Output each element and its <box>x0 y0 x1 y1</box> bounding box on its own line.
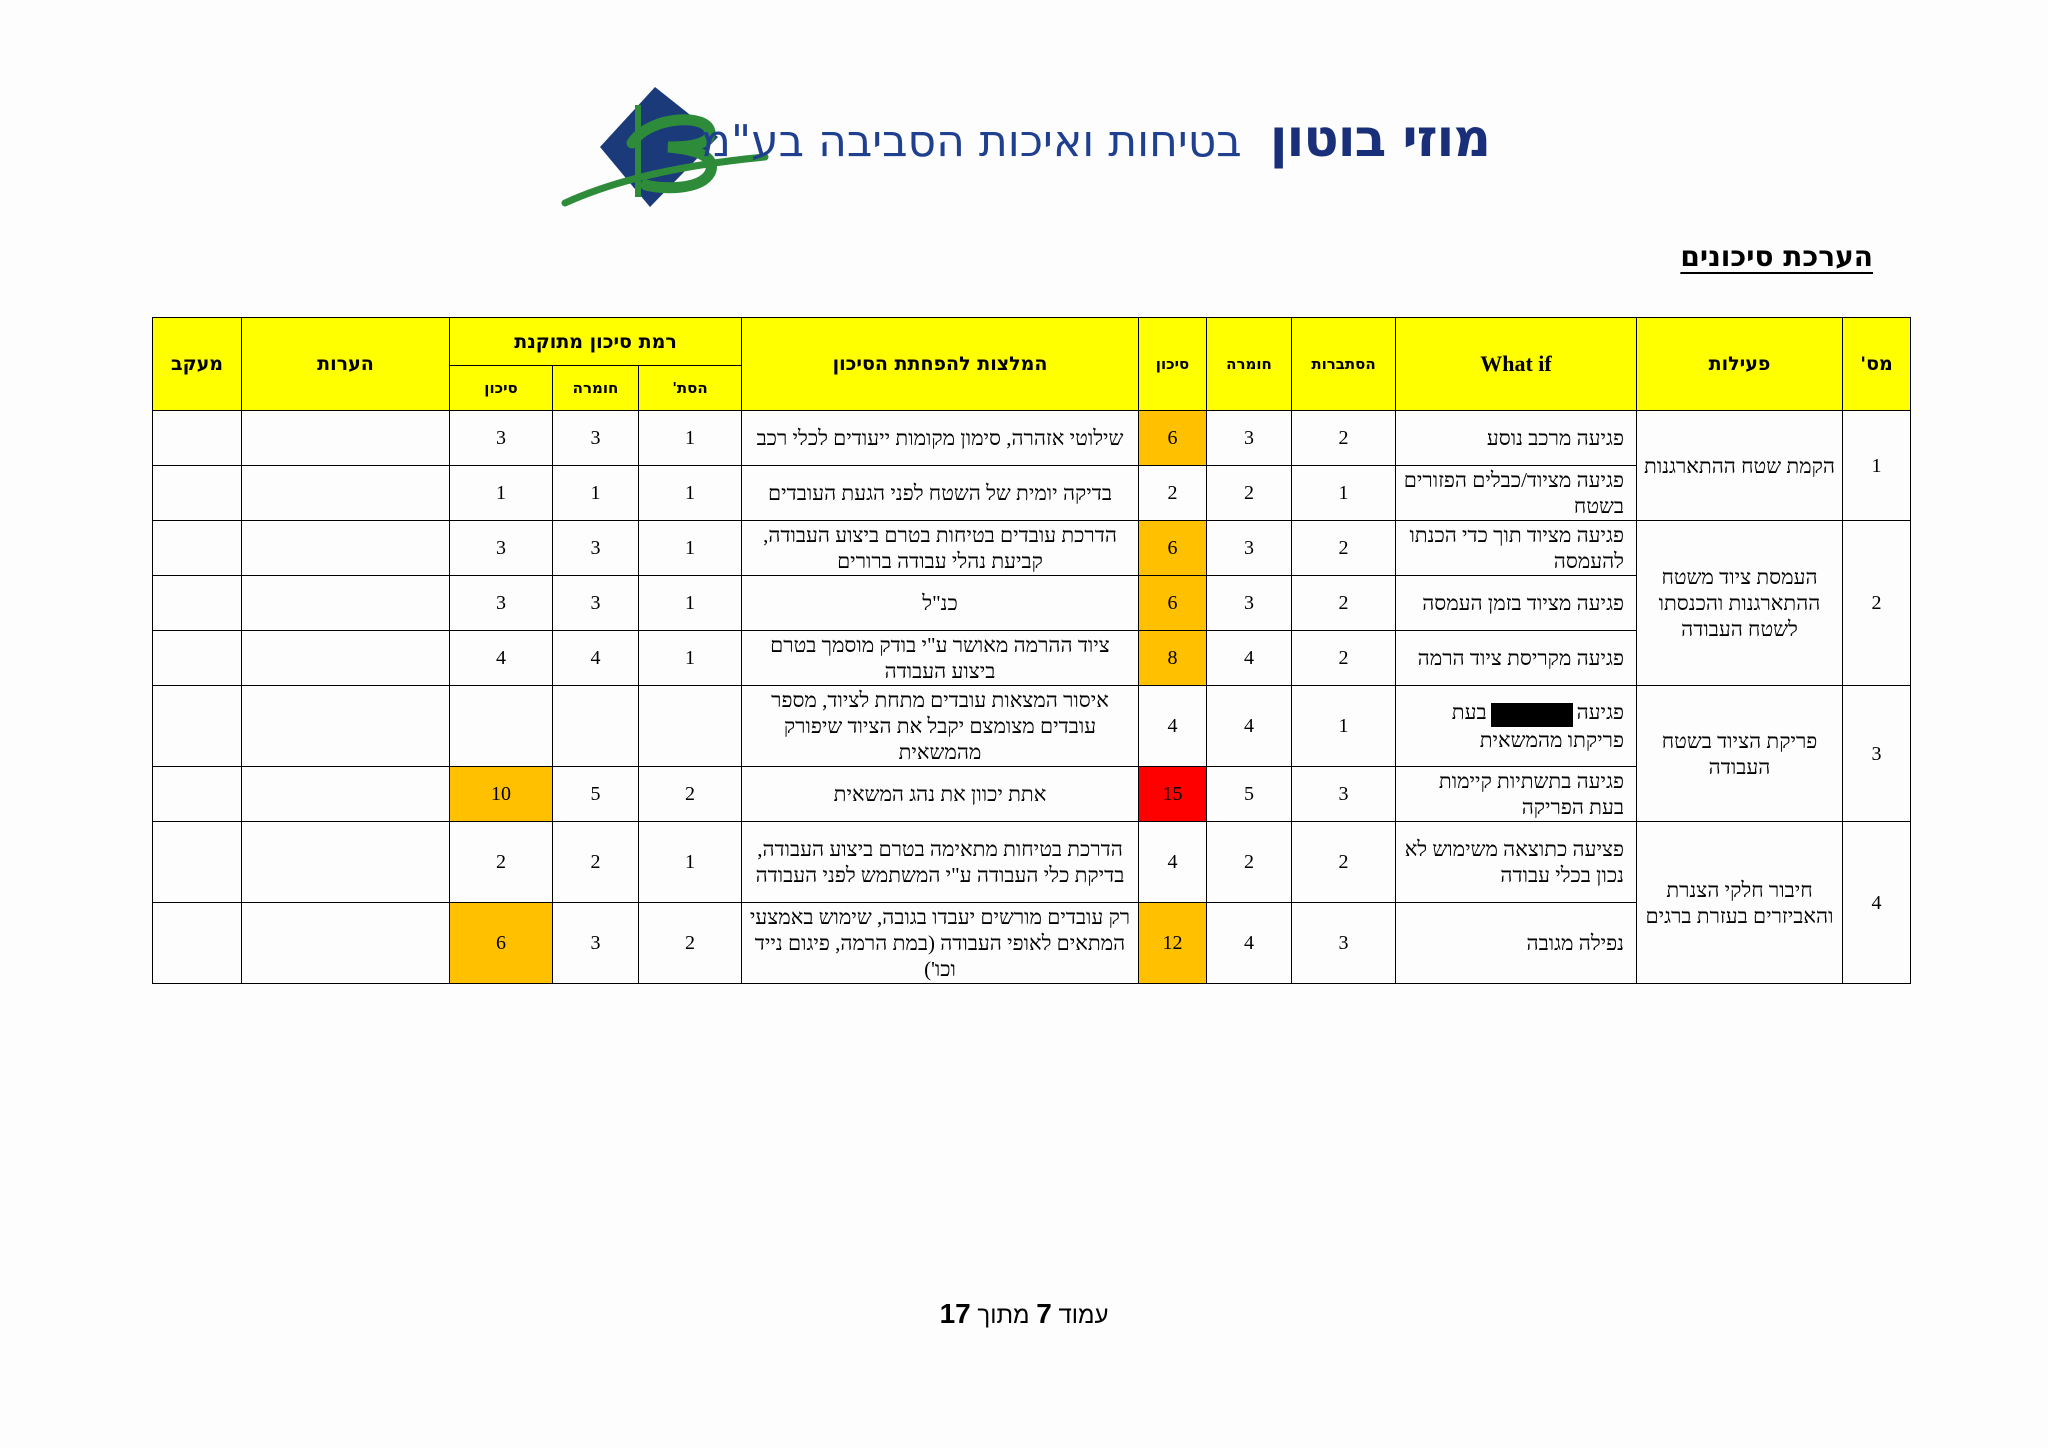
notes-cell <box>242 686 450 767</box>
followup-cell <box>153 686 242 767</box>
followup-cell <box>153 631 242 686</box>
corrected-risk-cell: 4 <box>450 631 553 686</box>
corrected-likelihood-cell: 1 <box>639 411 742 466</box>
risk-cell: 6 <box>1139 521 1207 576</box>
risk-cell: 4 <box>1139 686 1207 767</box>
activity-cell: העמסת ציוד משטח ההתארגנות והכנסתו לשטח העבודה <box>1637 521 1843 686</box>
corrected-severity-cell: 5 <box>553 767 639 822</box>
whatif-text-start: פגיעה <box>1576 700 1624 725</box>
followup-cell <box>153 767 242 822</box>
recommendation-cell: איסור המצאות עובדים מתחת לציוד, מספר עובדים מצומצם יקבל את הציוד שיפורק מהמשאית <box>742 686 1139 767</box>
likelihood-cell: 2 <box>1292 411 1396 466</box>
header-activity: פעילות <box>1637 318 1843 411</box>
header-row <box>153 318 1911 366</box>
corrected-severity-cell: 3 <box>553 903 639 984</box>
header-num: מס' <box>1843 318 1911 411</box>
whatif-cell: פגיעה מציוד תוך כדי הכנתו להעמסה <box>1396 521 1637 576</box>
risk-cell: 8 <box>1139 631 1207 686</box>
footer-total-pages: 17 <box>939 1298 971 1329</box>
corrected-severity-cell: 3 <box>553 576 639 631</box>
header-followup: מעקב <box>153 318 242 411</box>
severity-cell: 3 <box>1207 576 1292 631</box>
corrected-severity-cell: 2 <box>553 822 639 903</box>
severity-cell: 4 <box>1207 631 1292 686</box>
likelihood-cell: 3 <box>1292 767 1396 822</box>
header-corrected-severity: חומרה <box>553 366 639 411</box>
severity-cell: 3 <box>1207 521 1292 576</box>
corrected-likelihood-cell <box>639 686 742 767</box>
company-logo <box>560 85 1490 210</box>
whatif-cell: פציעה כתוצאה משימוש לא נכון בכלי עבודה <box>1396 822 1637 903</box>
corrected-risk-cell: 3 <box>450 521 553 576</box>
table-row <box>153 822 1911 903</box>
whatif-cell <box>1396 686 1637 767</box>
severity-cell: 4 <box>1207 686 1292 767</box>
severity-cell: 2 <box>1207 822 1292 903</box>
risk-assessment-table <box>152 317 1911 984</box>
notes-cell <box>242 903 450 984</box>
logo-company-name: מוזי בוטון <box>1269 109 1490 169</box>
header-notes: הערות <box>242 318 450 411</box>
activity-cell: הקמת שטח ההתארגנות <box>1637 411 1843 521</box>
followup-cell <box>153 466 242 521</box>
risk-cell: 12 <box>1139 903 1207 984</box>
notes-cell <box>242 631 450 686</box>
recommendation-cell: שילוטי אזהרה, סימון מקומות ייעודים לכלי רכב <box>742 411 1139 466</box>
header-severity: חומרה <box>1207 318 1292 411</box>
recommendation-cell: הדרכת בטיחות מתאימה בטרם ביצוע העבודה, בדיקת כלי העבודה ע"י המשתמש לפני העבודה <box>742 822 1139 903</box>
header-risk: סיכון <box>1139 318 1207 411</box>
followup-cell <box>153 903 242 984</box>
risk-cell: 6 <box>1139 576 1207 631</box>
severity-cell: 4 <box>1207 903 1292 984</box>
corrected-likelihood-cell: 1 <box>639 631 742 686</box>
risk-cell: 6 <box>1139 411 1207 466</box>
severity-cell: 3 <box>1207 411 1292 466</box>
followup-cell <box>153 411 242 466</box>
corrected-likelihood-cell: 1 <box>639 521 742 576</box>
recommendation-cell: אתת יכוון את נהג המשאית <box>742 767 1139 822</box>
recommendation-cell: ציוד ההרמה מאושר ע"י בודק מוסמך בטרם ביצוע העבודה <box>742 631 1139 686</box>
whatif-cell: פגיעה מציוד בזמן העמסה <box>1396 576 1637 631</box>
logo-tagline: בטיחות ואיכות הסביבה בע"מ <box>701 116 1242 167</box>
whatif-cell: פגיעה מרכב נוסע <box>1396 411 1637 466</box>
row-number: 4 <box>1843 822 1911 984</box>
header-recommendations: המלצות להפחתת הסיכון <box>742 318 1139 411</box>
redacted-block <box>1491 703 1573 727</box>
followup-cell <box>153 521 242 576</box>
likelihood-cell: 2 <box>1292 576 1396 631</box>
header-corrected-group: רמת סיכון מתוקנת <box>450 318 742 366</box>
risk-cell: 15 <box>1139 767 1207 822</box>
whatif-cell: נפילה מגובה <box>1396 903 1637 984</box>
likelihood-cell: 2 <box>1292 631 1396 686</box>
notes-cell <box>242 576 450 631</box>
corrected-severity-cell: 1 <box>553 466 639 521</box>
corrected-likelihood-cell: 1 <box>639 466 742 521</box>
footer-of-word: מתוך <box>977 1302 1030 1329</box>
recommendation-cell: רק עובדים מורשים יעבדו בגובה, שימוש באמצעי המתאים לאופי העבודה (במת הרמה, פיגום נייד וכו') <box>742 903 1139 984</box>
header-corrected-likelihood: הסת' <box>639 366 742 411</box>
risk-cell: 2 <box>1139 466 1207 521</box>
corrected-severity-cell: 3 <box>553 521 639 576</box>
notes-cell <box>242 411 450 466</box>
table-row <box>153 411 1911 466</box>
activity-cell: חיבור חלקי הצנרת והאביזרים בעזרת ברגים <box>1637 822 1843 984</box>
recommendation-cell: כנ"ל <box>742 576 1139 631</box>
followup-cell <box>153 576 242 631</box>
risk-cell: 4 <box>1139 822 1207 903</box>
corrected-risk-cell: 1 <box>450 466 553 521</box>
whatif-text-end: בעת פריקתו מהמשאית <box>1451 700 1624 752</box>
row-number: 1 <box>1843 411 1911 521</box>
corrected-risk-cell: 6 <box>450 903 553 984</box>
corrected-likelihood-cell: 1 <box>639 822 742 903</box>
notes-cell <box>242 521 450 576</box>
whatif-cell: פגיעה מציוד/כבלים הפזורים בשטח <box>1396 466 1637 521</box>
likelihood-cell: 3 <box>1292 903 1396 984</box>
notes-cell <box>242 822 450 903</box>
whatif-cell: פגיעה בתשתיות קיימות בעת הפריקה <box>1396 767 1637 822</box>
logo-text <box>701 109 1490 179</box>
header-corrected-risk: סיכון <box>450 366 553 411</box>
header-likelihood: הסתברות <box>1292 318 1396 411</box>
followup-cell <box>153 822 242 903</box>
row-number: 3 <box>1843 686 1911 822</box>
corrected-risk-cell: 10 <box>450 767 553 822</box>
corrected-severity-cell <box>553 686 639 767</box>
corrected-risk-cell: 2 <box>450 822 553 903</box>
activity-cell: פריקת הציוד בשטח העבודה <box>1637 686 1843 822</box>
footer-page-number: 7 <box>1036 1298 1052 1329</box>
table-row <box>153 521 1911 576</box>
likelihood-cell: 1 <box>1292 686 1396 767</box>
notes-cell <box>242 767 450 822</box>
corrected-likelihood-cell: 2 <box>639 767 742 822</box>
corrected-likelihood-cell: 2 <box>639 903 742 984</box>
corrected-risk-cell: 3 <box>450 411 553 466</box>
recommendation-cell: בדיקה יומית של השטח לפני הגעת העובדים <box>742 466 1139 521</box>
corrected-severity-cell: 3 <box>553 411 639 466</box>
table-row <box>153 686 1911 767</box>
likelihood-cell: 2 <box>1292 822 1396 903</box>
notes-cell <box>242 466 450 521</box>
page-title: הערכת סיכונים <box>1680 240 1873 273</box>
footer-page-word: עמוד <box>1058 1302 1109 1329</box>
row-number: 2 <box>1843 521 1911 686</box>
header-whatif: What if <box>1396 318 1637 411</box>
corrected-risk-cell <box>450 686 553 767</box>
severity-cell: 5 <box>1207 767 1292 822</box>
severity-cell: 2 <box>1207 466 1292 521</box>
whatif-cell: פגיעה מקריסת ציוד הרמה <box>1396 631 1637 686</box>
corrected-likelihood-cell: 1 <box>639 576 742 631</box>
corrected-risk-cell: 3 <box>450 576 553 631</box>
corrected-severity-cell: 4 <box>553 631 639 686</box>
page-footer <box>0 1298 2048 1330</box>
recommendation-cell: הדרכת עובדים בטיחות בטרם ביצוע העבודה, קביעת נהלי עבודה ברורים <box>742 521 1139 576</box>
likelihood-cell: 2 <box>1292 521 1396 576</box>
likelihood-cell: 1 <box>1292 466 1396 521</box>
